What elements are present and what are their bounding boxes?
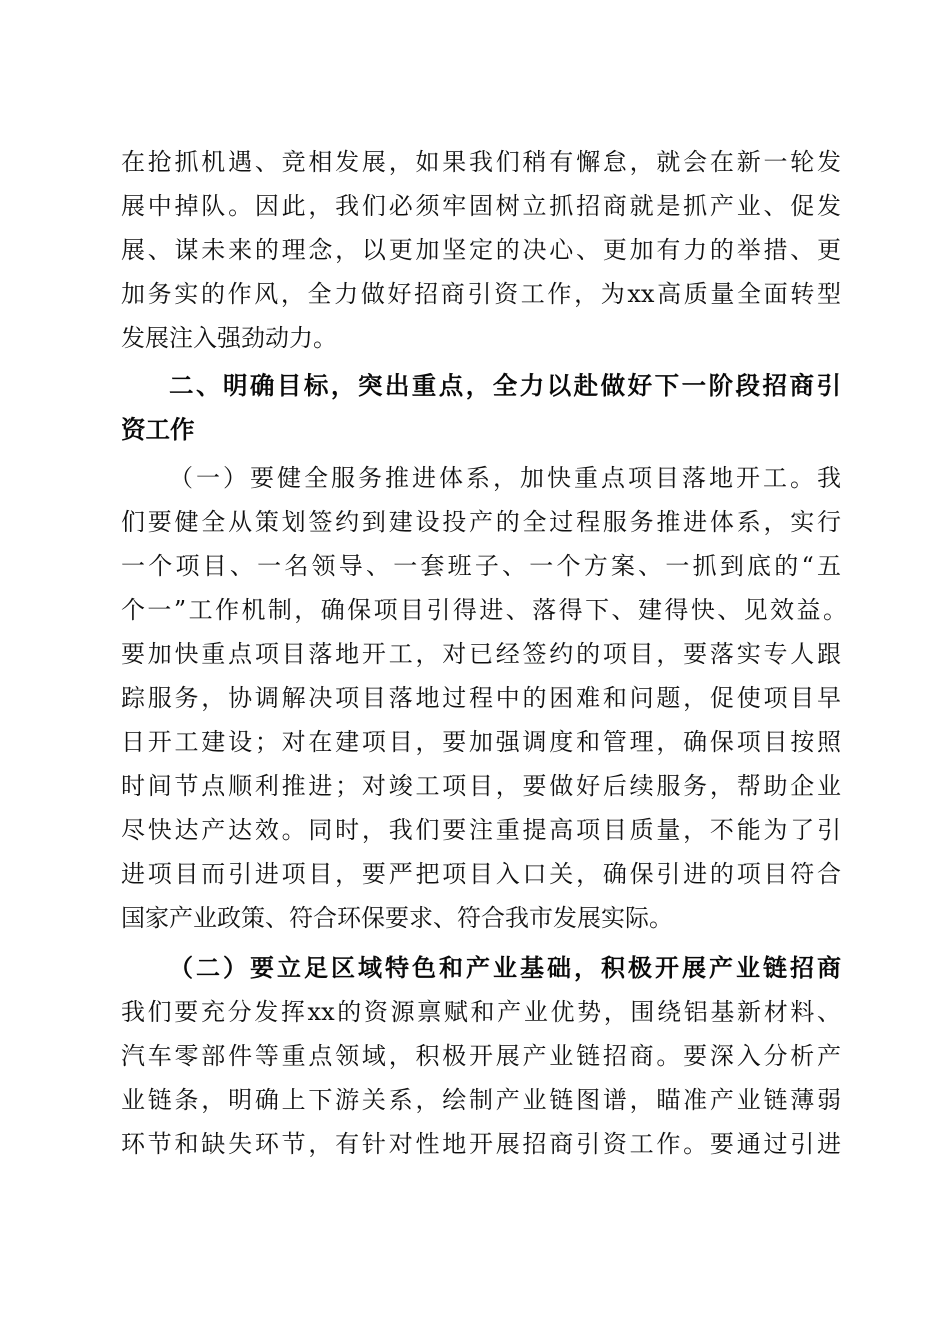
body-text-line: 我们要充分发挥xx的资源禀赋和产业优势，围绕铝基新材料、 (121, 998, 841, 1026)
body-text-line: 日开工建设；对在建项目，要加强调度和管理，确保项目按照 (121, 728, 841, 756)
subsection-heading: （二）要立足区域特色和产业基础，积极开展产业链招商 (169, 953, 841, 982)
body-text-line: 时间节点顺利推进；对竣工项目，要做好后续服务，帮助企业 (121, 772, 841, 800)
body-text-line: 加务实的作风，全力做好招商引资工作，为xx高质量全面转型 (121, 280, 841, 308)
body-text-line: 在抢抓机遇、竞相发展，如果我们稍有懈怠，就会在新一轮发 (121, 148, 841, 176)
body-text-line: 国家产业政策、符合环保要求、符合我市发展实际。 (121, 904, 673, 932)
body-text-line: 发展注入强劲动力。 (121, 324, 337, 352)
body-text-line: 进项目而引进项目，要严把项目入口关，确保引进的项目符合 (121, 860, 841, 888)
body-text-line: 展中掉队。因此，我们必须牢固树立抓招商就是抓产业、促发 (121, 192, 841, 220)
body-text-line: 们要健全从策划签约到建设投产的全过程服务推进体系，实行 (121, 508, 841, 536)
body-text-line: 踪服务，协调解决项目落地过程中的困难和问题，促使项目早 (121, 684, 841, 712)
body-text-line: 一个项目、一名领导、一套班子、一个方案、一抓到底的“五 (121, 552, 841, 580)
body-text-line: 个一”工作机制，确保项目引得进、落得下、建得快、见效益。 (121, 596, 847, 624)
subsection-heading-line: （一）要健全服务推进体系，加快重点项目落地开工。我 (169, 464, 841, 492)
body-text-line: 尽快达产达效。同时，我们要注重提高项目质量，不能为了引 (121, 816, 841, 844)
body-text-line: 展、谋未来的理念，以更加坚定的决心、更加有力的举措、更 (121, 236, 841, 264)
body-text-line: 要加快重点项目落地开工，对已经签约的项目，要落实专人跟 (121, 640, 841, 668)
section-heading: 二、明确目标，突出重点，全力以赴做好下一阶段招商引 (169, 371, 841, 400)
body-text-line: 业链条，明确上下游关系，绘制产业链图谱，瞄准产业链薄弱 (121, 1086, 841, 1114)
body-text-line: 环节和缺失环节，有针对性地开展招商引资工作。要通过引进 (121, 1130, 841, 1158)
body-text-line: 汽车零部件等重点领域，积极开展产业链招商。要深入分析产 (121, 1042, 841, 1070)
section-heading: 资工作 (121, 415, 195, 444)
